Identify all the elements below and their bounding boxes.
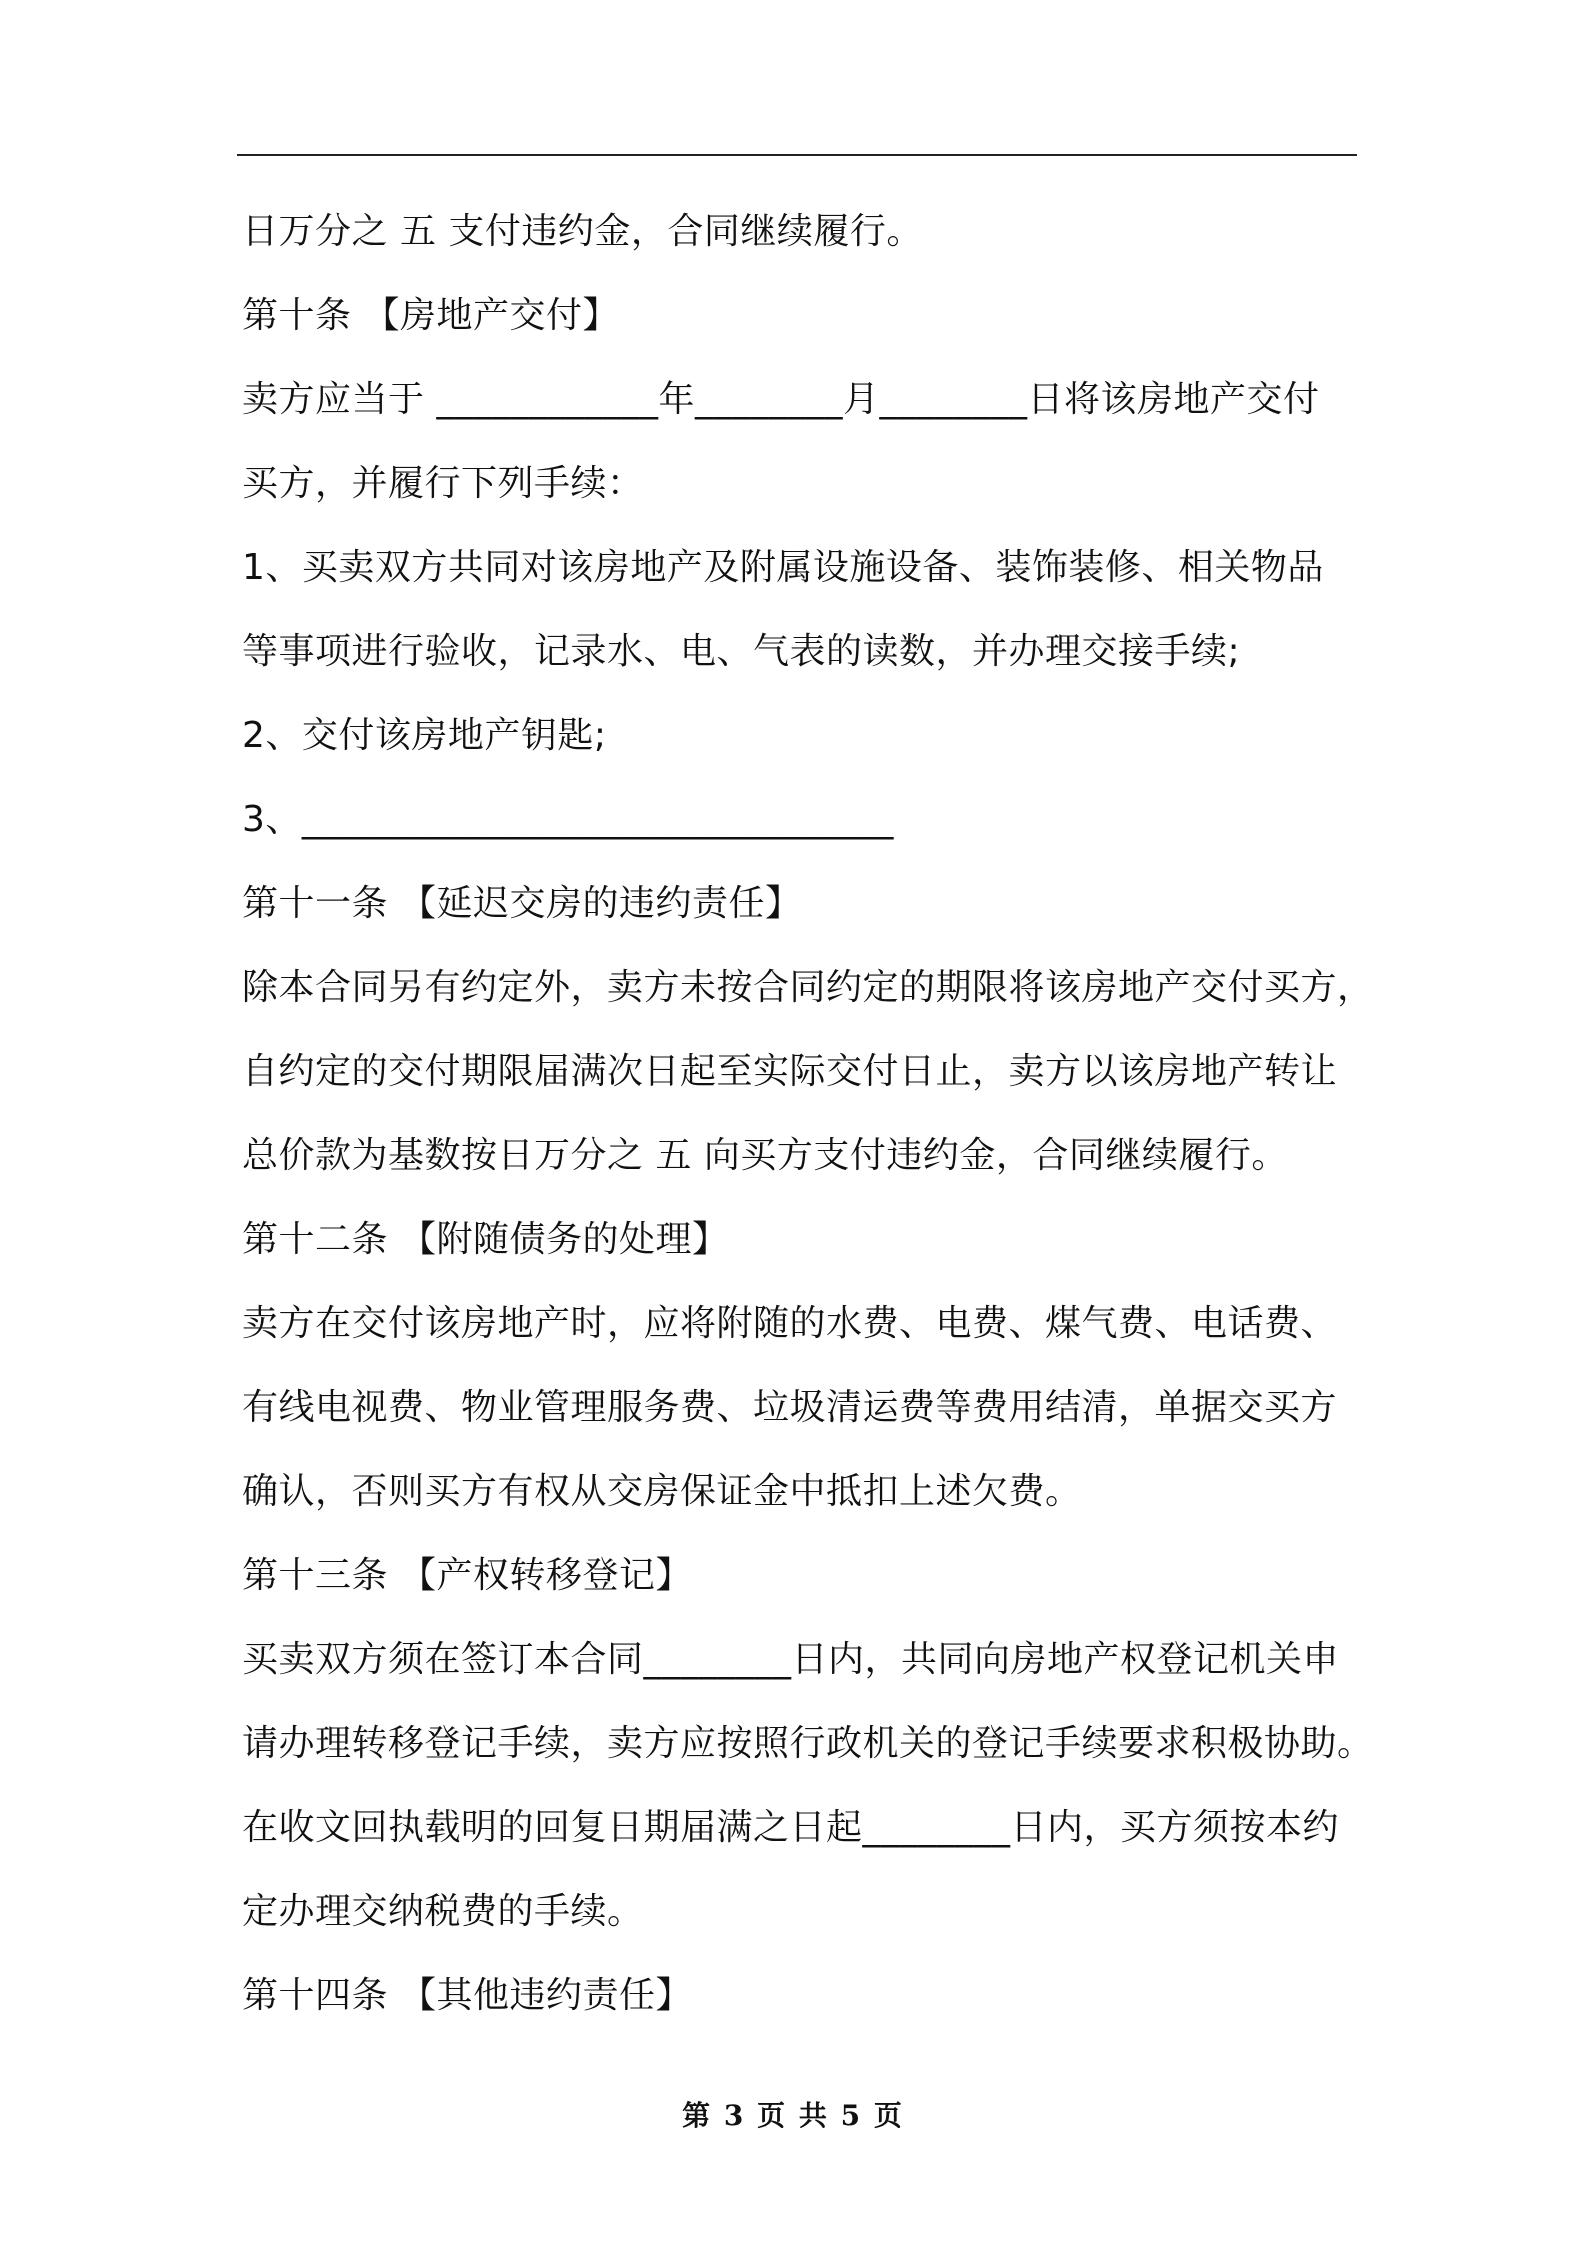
body-line: 请办理转移登记手续，卖方应按照行政机关的登记手续要求积极协助。 — [242, 1723, 1374, 1764]
article-10-heading: 第十条 【房地产交付】 — [242, 295, 619, 336]
body-line: 有线电视费、物业管理服务费、垃圾清运费等费用结清，单据交买方 — [242, 1387, 1338, 1428]
body-line: 买方，并履行下列手续： — [242, 463, 644, 504]
article-11-heading: 第十一条 【延迟交房的违约责任】 — [242, 883, 802, 924]
body-line: 在收文回执载明的回复日期届满之日起________日内，买方须按本约 — [242, 1807, 1340, 1848]
body-line: 自约定的交付期限届满次日起至实际交付日止，卖方以该房地产转让 — [242, 1051, 1338, 1092]
body-line: 确认，否则买方有权从交房保证金中抵扣上述欠费。 — [242, 1471, 1082, 1512]
page-number: 第 3 页 共 5 页 — [682, 2099, 904, 2132]
body-line: 买卖双方须在签订本合同________日内，共同向房地产权登记机关申 — [242, 1639, 1340, 1680]
document-body — [242, 190, 1372, 2038]
body-line: 卖方应当于 ____________年________月________日将该房地产交付 — [242, 379, 1320, 420]
article-13-heading: 第十三条 【产权转移登记】 — [242, 1555, 692, 1596]
article-12-heading: 第十二条 【附随债务的处理】 — [242, 1219, 729, 1260]
body-line: 除本合同另有约定外，卖方未按合同约定的期限将该房地产交付买方， — [242, 967, 1374, 1008]
list-item: 3、________________________________ — [242, 799, 894, 840]
body-line: 总价款为基数按日万分之 五 向买方支付违约金，合同继续履行。 — [242, 1135, 1288, 1176]
body-line: 等事项进行验收，记录水、电、气表的读数，并办理交接手续; — [242, 631, 1241, 672]
list-item: 1、买卖双方共同对该房地产及附属设施设备、装饰装修、相关物品 — [242, 547, 1324, 588]
list-item: 2、交付该房地产钥匙; — [242, 715, 607, 756]
article-14-heading: 第十四条 【其他违约责任】 — [242, 1975, 692, 2016]
body-line: 定办理交纳税费的手续。 — [242, 1891, 644, 1932]
body-line: 日万分之 五 支付违约金，合同继续履行。 — [242, 211, 923, 252]
header-rule — [237, 154, 1357, 156]
body-line: 卖方在交付该房地产时，应将附随的水费、电费、煤气费、电话费、 — [242, 1303, 1338, 1344]
